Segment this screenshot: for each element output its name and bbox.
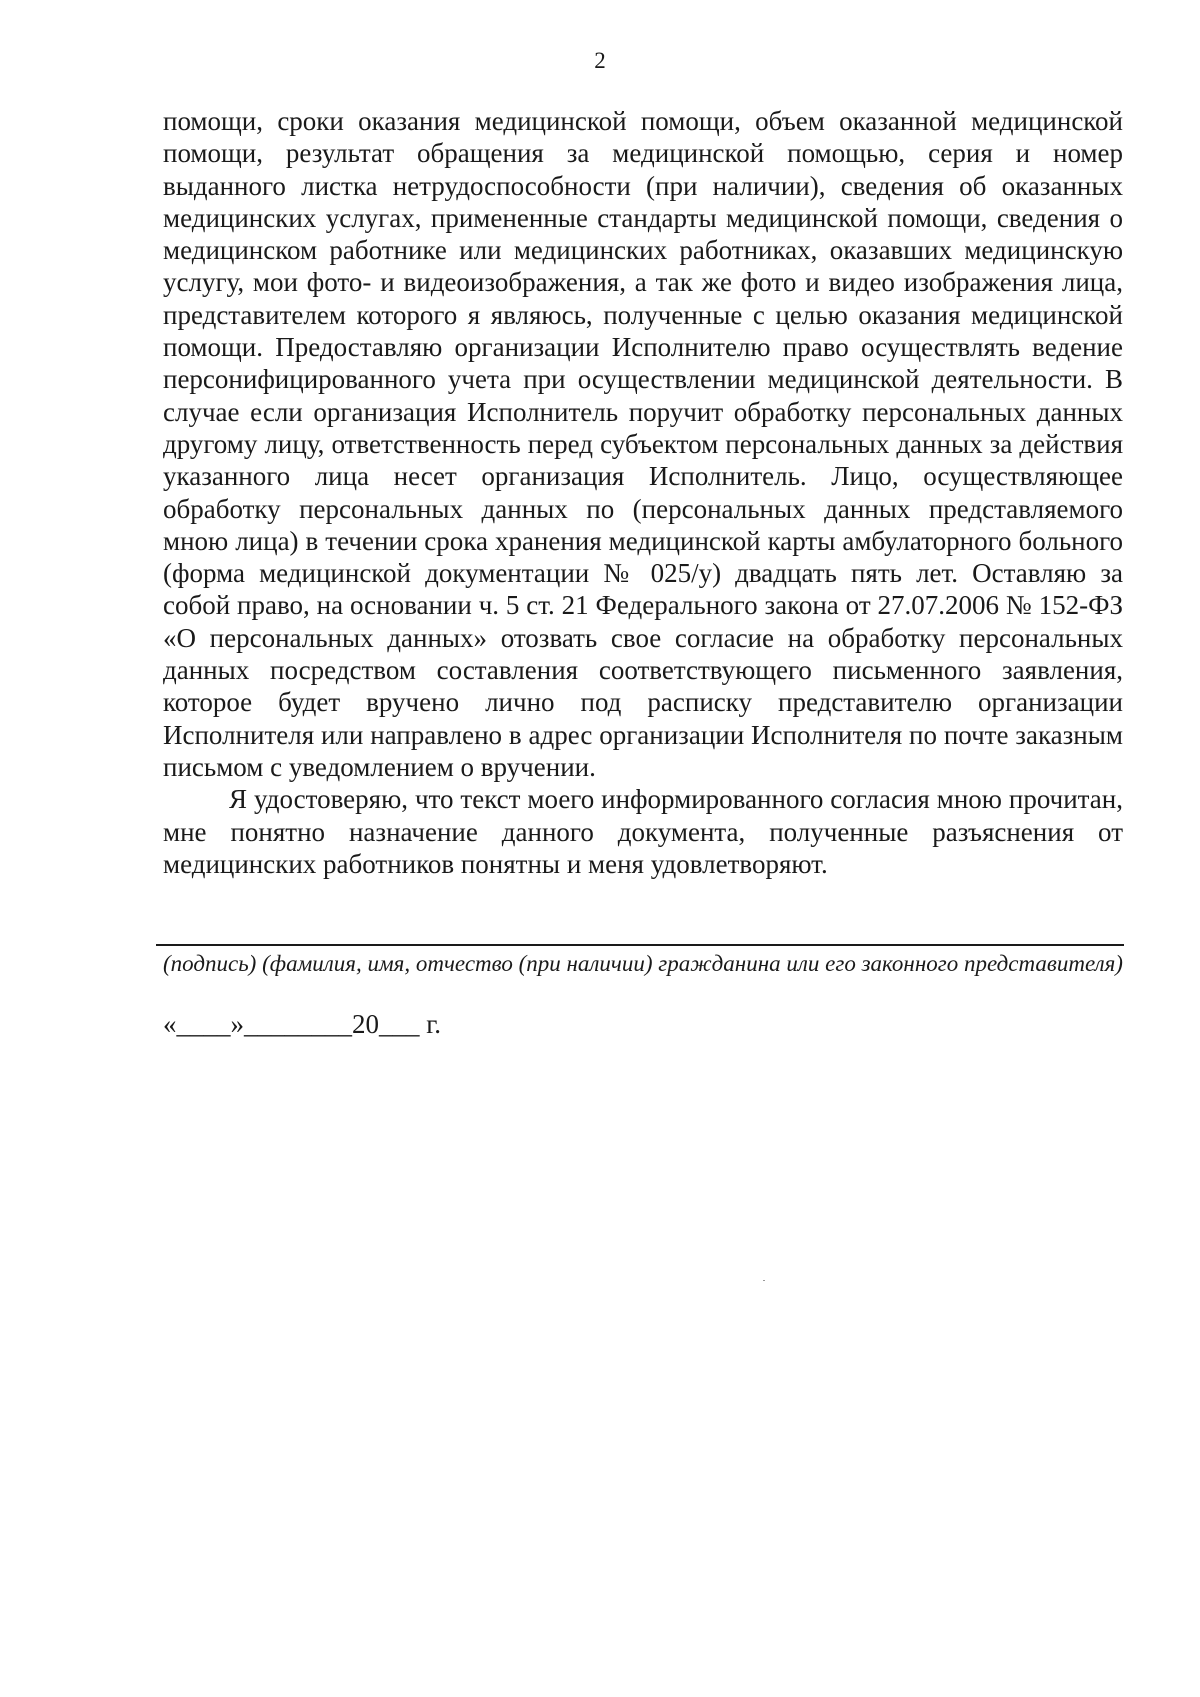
signature-line [156, 944, 1124, 946]
consent-paragraph-personal-data: помощи, сроки оказания медицинской помощи, объем оказанной медицинской помощи, результат обращения за медицинской помощью, серия и номер выданного листка нетрудоспособности (при наличии), сведения об оказанных медицинских услугах, примененные стандарты медицинской помощи, сведения о медицинском работнике или медицинских работниках, оказавших медицинскую услугу, мои фото- и видеоизображения, а так же фото и видео изображения лица, представителем которого я являюсь, полученные с целью оказания медицинской помощи. Предоставляю организации Исполнителю право осуществлять ведение персонифицированного учета при осуществлении медицинской деятельности. В случае если организация Исполнитель поручит обработку персональных данных другому лицу, ответственность перед субъектом персональных данных за действия указанного лица несет организация Исполнитель. Лицо, осуществляющее обработку персональных данных по (персональных данных представляемого мною лица) в течении срока хранения медицинской карты амбулаторного больного (форма медицинской документации № 025/у) двадцать пять лет. Оставляю за собой право, на основании ч. 5 ст. 21 Федерального закона от 27.07.2006 № 152-ФЗ «О персональных данных» отозвать свое согласие на обработку персональных данных посредством составления соответствующего письменного заявления, которое будет вручено лично под расписку представителю организации Исполнителя или направлено в адрес организации Исполнителя по почте заказным письмом с уведомлением о вручении. [163, 106, 1123, 782]
consent-body [163, 105, 1123, 880]
signature-caption: (подпись) (фамилия, имя, отчество (при наличии) гражданина или его законного представителя) [163, 951, 1123, 976]
scan-speck [763, 1280, 765, 1281]
page-number: 2 [594, 48, 606, 73]
signature-date-line: «____»________20___ г. [163, 1009, 442, 1039]
consent-paragraph-acknowledgement: Я удостоверяю, что текст моего информированного согласия мною прочитан, мне понятно назначение данного документа, полученные разъяснения от медицинских работников понятны и меня удовлетворяют. [163, 784, 1123, 879]
